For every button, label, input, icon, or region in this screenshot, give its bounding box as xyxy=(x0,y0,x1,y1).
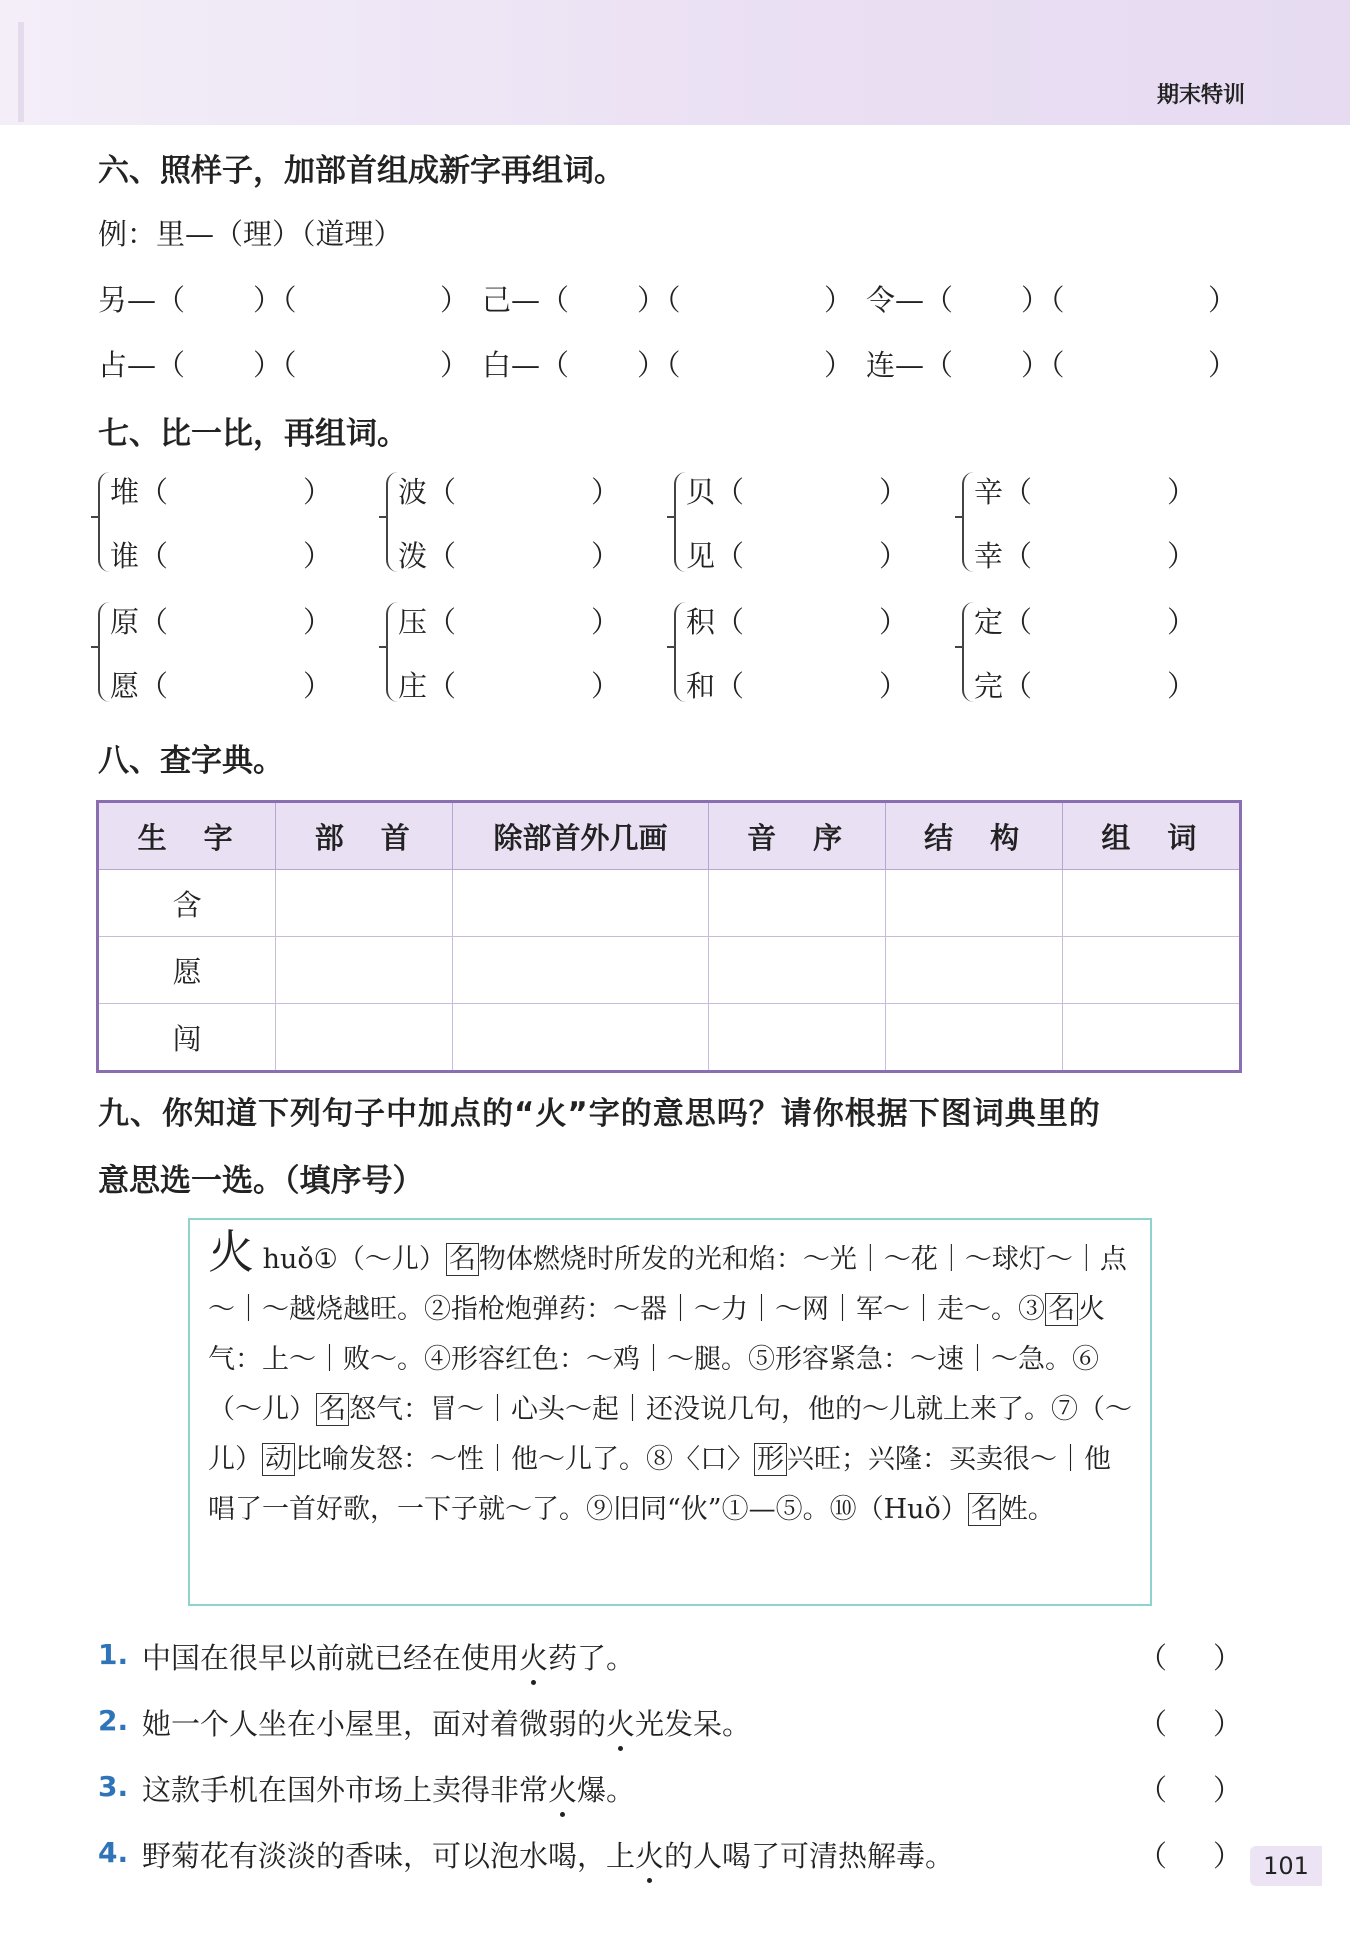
sense-10-text: 姓。 xyxy=(1000,1494,1055,1525)
brace-icon xyxy=(962,472,974,572)
answer-blank[interactable]: ） xyxy=(591,669,621,703)
header-cell: 结 构 xyxy=(885,802,1062,870)
answer-blank[interactable]: ） xyxy=(1167,605,1197,639)
question-text: 野菊花有淡淡的香味，可以泡水喝，上火的人喝了可清热解毒。 xyxy=(142,1839,955,1873)
answer-blank[interactable]: ） xyxy=(303,605,333,639)
answer-blank[interactable]: ） xyxy=(879,669,909,703)
table-header-row xyxy=(98,802,1241,870)
answer-cell[interactable] xyxy=(276,937,453,1004)
target-char: 连—（ xyxy=(866,348,954,382)
compare-char: 谁（ xyxy=(110,539,169,573)
header-cell: 生 字 xyxy=(98,802,276,870)
compare-char: 堆（ xyxy=(110,475,169,509)
pos-tag-noun: 名 xyxy=(1045,1293,1078,1326)
dictionary-table xyxy=(96,800,1242,1073)
compare-char: 幸（ xyxy=(974,539,1033,573)
pos-tag-noun: 名 xyxy=(968,1493,1001,1526)
question-text: 她一个人坐在小屋里，面对着微弱的火光发呆。 xyxy=(142,1707,752,1741)
answer-cell[interactable] xyxy=(276,870,453,937)
compare-char: 积（ xyxy=(686,605,745,639)
answer-cell[interactable] xyxy=(708,870,885,937)
answer-blank[interactable]: ） xyxy=(303,669,333,703)
char-cell: 愿 xyxy=(98,937,276,1004)
answer-cell[interactable] xyxy=(708,1004,885,1072)
header-title: 期末特训 xyxy=(1156,83,1245,108)
target-char: 令—（ xyxy=(866,283,954,317)
compare-char: 贝（ xyxy=(686,475,745,509)
compare-char: 波（ xyxy=(398,475,457,509)
answer-cell[interactable] xyxy=(453,937,708,1004)
pos-tag-noun: 名 xyxy=(316,1393,349,1426)
sense-1-2-text: 物体燃烧时所发的光和焰：～光｜～花｜～球灯～｜点～｜～越烧越旺。②指枪炮弹药：～器｜～力｜～网｜军～｜走～。③ xyxy=(208,1244,1127,1325)
section-9-title-line2: 意思选一选。（填序号） xyxy=(98,1163,424,1199)
answer-cell[interactable] xyxy=(885,1004,1062,1072)
question-number: 4. xyxy=(98,1836,129,1869)
answer-blank[interactable]: ） xyxy=(1167,669,1197,703)
answer-cell[interactable] xyxy=(453,870,708,937)
target-char: 占—（ xyxy=(98,348,186,382)
section-6-example: 例：里—（理）（道理） xyxy=(98,217,403,251)
emphasis-dot-char: 火 xyxy=(606,1707,636,1741)
section-8-title: 八、查字典。 xyxy=(98,743,284,779)
answer-cell[interactable] xyxy=(885,937,1062,1004)
section-7-title: 七、比一比，再组词。 xyxy=(98,416,408,452)
target-char: 己—（ xyxy=(482,283,570,317)
answer-cell[interactable] xyxy=(1062,1004,1240,1072)
answer-blank[interactable]: ） xyxy=(1167,475,1197,509)
compare-char: 和（ xyxy=(686,669,745,703)
header-cell: 除部首外几画 xyxy=(453,802,708,870)
pos-tag-verb: 动 xyxy=(262,1443,295,1476)
emphasis-dot-char: 火 xyxy=(548,1773,578,1807)
question-text: 这款手机在国外市场上卖得非常火爆。 xyxy=(142,1773,636,1807)
answer-blank[interactable]: ） xyxy=(879,539,909,573)
question-number: 3. xyxy=(98,1770,129,1803)
answer-blank-char[interactable]: ）（ xyxy=(253,283,297,317)
table-row xyxy=(98,1004,1241,1072)
section-9-title-line1: 九、你知道下列句子中加点的“火”字的意思吗？请你根据下图词典里的 xyxy=(98,1096,1101,1132)
header-cell: 部 首 xyxy=(276,802,453,870)
answer-blank[interactable]: ） xyxy=(591,605,621,639)
answer-blank[interactable]: ） xyxy=(879,475,909,509)
dictionary-entry-text xyxy=(208,1225,1136,1535)
answer-cell[interactable] xyxy=(1062,937,1240,1004)
answer-blank[interactable]: ） xyxy=(1167,539,1197,573)
question-number: 2. xyxy=(98,1704,129,1737)
header-band xyxy=(0,0,1350,125)
brace-icon xyxy=(386,472,398,572)
brace-icon xyxy=(98,602,110,702)
answer-blank-word[interactable]: ） xyxy=(440,283,470,317)
answer-cell[interactable] xyxy=(708,937,885,1004)
question-number: 1. xyxy=(98,1638,129,1671)
compare-char: 完（ xyxy=(974,669,1033,703)
table-row xyxy=(98,870,1241,937)
brace-icon xyxy=(674,472,686,572)
answer-blank-word[interactable]: ） xyxy=(824,348,854,382)
brace-icon xyxy=(386,602,398,702)
answer-cell[interactable] xyxy=(885,870,1062,937)
compare-char: 压（ xyxy=(398,605,457,639)
section-6-title: 六、照样子，加部首组成新字再组词。 xyxy=(98,153,625,189)
answer-blank-char[interactable]: ）（ xyxy=(253,348,297,382)
compare-char: 愿（ xyxy=(110,669,169,703)
answer-blank[interactable]: ） xyxy=(303,539,333,573)
sense-8-10-text: 兴旺；兴隆：买卖很～｜他唱了一首好歌，一下子就～了。⑨旧同“伙”①—⑤。⑩（Huǒ） xyxy=(208,1444,1111,1525)
header-cell: 组 词 xyxy=(1062,802,1240,870)
answer-blank[interactable]: ） xyxy=(591,539,621,573)
brace-icon xyxy=(98,472,110,572)
answer-blank[interactable]: ） xyxy=(879,605,909,639)
answer-cell[interactable] xyxy=(453,1004,708,1072)
sense-6-7-text: 怒气：冒～｜心头～起｜还没说几句，他的～儿就上来了。⑦（～儿） xyxy=(208,1394,1132,1475)
answer-blank[interactable]: ） xyxy=(591,475,621,509)
pinyin: huǒ xyxy=(262,1244,314,1275)
answer-blank-char[interactable]: ）（ xyxy=(1021,348,1065,382)
compare-char: 庄（ xyxy=(398,669,457,703)
char-cell: 闯 xyxy=(98,1004,276,1072)
target-char: 白—（ xyxy=(482,348,570,382)
pos-tag-adj: 形 xyxy=(754,1443,787,1476)
table-row xyxy=(98,937,1241,1004)
answer-blank-word[interactable]: ） xyxy=(1208,283,1238,317)
compare-char: 辛（ xyxy=(974,475,1033,509)
answer-blank-char[interactable]: ）（ xyxy=(637,283,681,317)
answer-blank-char[interactable]: ）（ xyxy=(637,348,681,382)
char-cell: 含 xyxy=(98,870,276,937)
compare-char: 原（ xyxy=(110,605,169,639)
sense-7-8-text: 比喻发怒：～性｜他～儿了。⑧〈口〉 xyxy=(295,1444,754,1475)
brace-icon xyxy=(962,602,974,702)
emphasis-dot-char: 火 xyxy=(635,1839,665,1873)
answer-blank-word[interactable]: ） xyxy=(1208,348,1238,382)
headword: 火 xyxy=(208,1225,254,1279)
header-decoration xyxy=(18,22,24,122)
answer-blank-char[interactable]: ）（ xyxy=(1021,283,1065,317)
header-cell: 音 序 xyxy=(708,802,885,870)
page-number: 101 xyxy=(1250,1846,1322,1886)
answer-cell[interactable] xyxy=(276,1004,453,1072)
answer-cell[interactable] xyxy=(1062,870,1240,937)
question-text: 中国在很早以前就已经在使用火药了。 xyxy=(142,1641,636,1675)
brace-icon xyxy=(674,602,686,702)
target-char: 另—（ xyxy=(98,283,186,317)
answer-blank-word[interactable]: ） xyxy=(440,348,470,382)
answer-blank[interactable]: ） xyxy=(303,475,333,509)
compare-char: 见（ xyxy=(686,539,745,573)
answer-blank-word[interactable]: ） xyxy=(824,283,854,317)
compare-char: 泼（ xyxy=(398,539,457,573)
compare-char: 定（ xyxy=(974,605,1033,639)
pos-tag-noun: 名 xyxy=(446,1243,479,1276)
emphasis-dot-char: 火 xyxy=(519,1641,549,1675)
sense-3-6-text: 火气：上～｜败～。④形容红色：～鸡｜～腿。⑤形容紧急：～速｜～急。⑥（～儿） xyxy=(208,1294,1105,1425)
sense-1-marker: ①（～儿） xyxy=(313,1244,446,1275)
